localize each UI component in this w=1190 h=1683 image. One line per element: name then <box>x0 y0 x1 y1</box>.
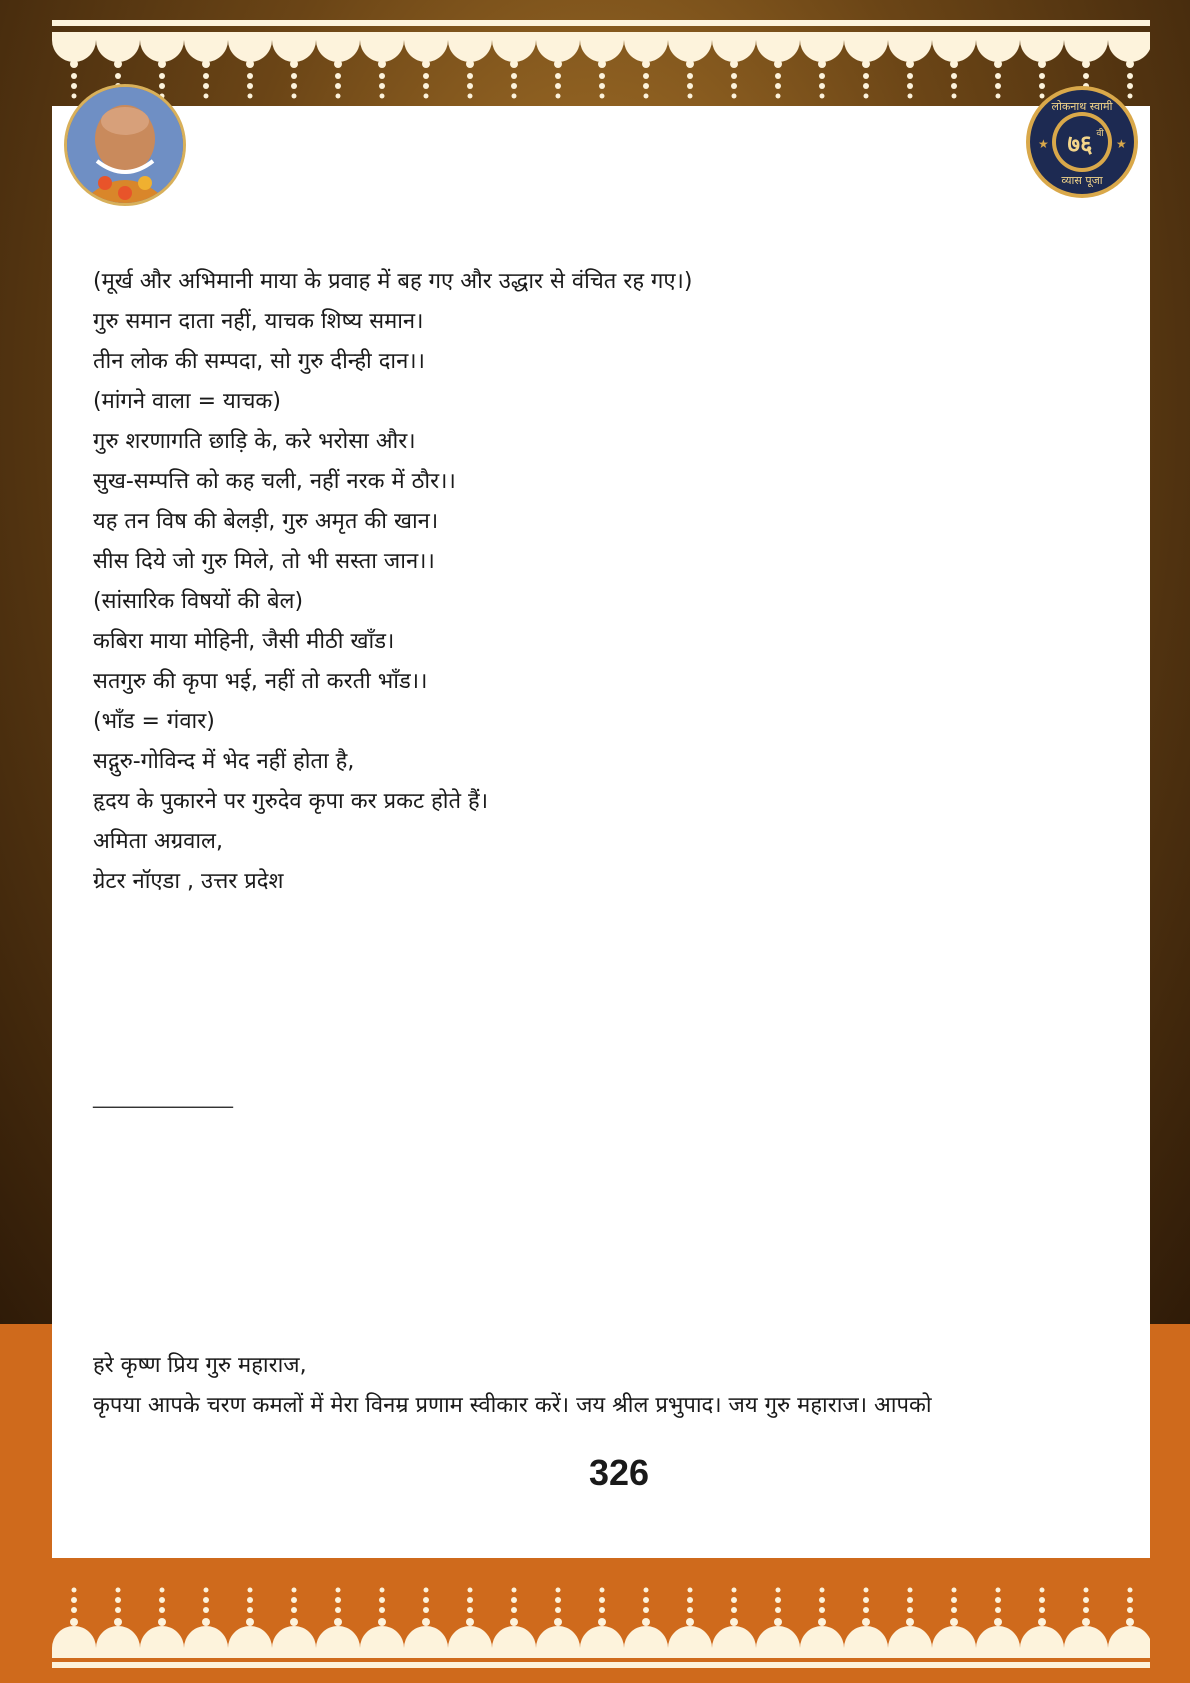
svg-text:★: ★ <box>1116 137 1127 151</box>
content-line: गुरु शरणागति छाड़ि के, करे भरोसा और। <box>93 429 416 454</box>
content-line: कबिरा माया मोहिनी, जैसी मीठी खाँड। <box>93 629 395 654</box>
bottom-dot-ornament <box>52 1584 1150 1628</box>
bottom-border-line-2 <box>52 1662 1150 1668</box>
content-line: तीन लोक की सम्पदा, सो गुरु दीन्ही दान।। <box>93 349 425 374</box>
content-line: सुख-सम्पत्ति को कह चली, नहीं नरक में ठौर।। <box>93 469 456 494</box>
badge-superscript: वी <box>1096 129 1104 139</box>
letter-salutation: हरे कृष्ण प्रिय गुरु महाराज, <box>93 1353 307 1378</box>
badge-bottom-text: व्यास पूजा <box>1061 174 1103 187</box>
content-line: (भाँड = गंवार) <box>93 709 215 734</box>
badge-number: ७६ <box>1067 130 1093 158</box>
top-border-line <box>52 20 1150 26</box>
content-line: (मांगने वाला = याचक) <box>93 389 281 414</box>
vyasa-puja-badge-icon <box>1024 84 1140 200</box>
content-line: गुरु समान दाता नहीं, याचक शिष्य समान। <box>93 309 424 334</box>
poem-content <box>93 262 1093 902</box>
content-line: (सांसारिक विषयों की बेल) <box>93 589 304 614</box>
author-location: ग्रेटर नॉएडा , उत्तर प्रदेश <box>93 869 284 894</box>
letter-section <box>93 1346 1133 1426</box>
content-line: हृदय के पुकारने पर गुरुदेव कृपा कर प्रकट होते हैं। <box>93 789 489 814</box>
content-line: सद्गुरु-गोविन्द में भेद नहीं होता है, <box>93 749 355 774</box>
badge-top-text: लोकनाथ स्वामी <box>1051 100 1113 113</box>
svg-text:★: ★ <box>1038 137 1049 151</box>
bottom-border-line <box>52 1652 1150 1658</box>
content-line: सीस दिये जो गुरु मिले, तो भी सस्ता जान।। <box>93 549 435 574</box>
content-line: सतगुरु की कृपा भई, नहीं तो करती भाँड।। <box>93 669 428 694</box>
top-dot-ornament <box>52 58 1150 102</box>
author-name: अमिता अग्रवाल, <box>93 829 223 854</box>
bottom-scallop-border <box>52 1626 1150 1652</box>
letter-body: कृपया आपके चरण कमलों में मेरा विनम्र प्रणाम स्वीकार करें। जय श्रील प्रभुपाद। जय गुरु महाराज। आपको <box>93 1393 932 1418</box>
page-number: 326 <box>588 1452 650 1493</box>
content-line: यह तन विष की बेलड़ी, गुरु अमृत की खान। <box>93 509 439 534</box>
guru-portrait-photo <box>64 84 186 206</box>
section-separator: ______________ <box>93 1084 233 1108</box>
content-line: (मूर्ख और अभिमानी माया के प्रवाह में बह गए और उद्धार से वंचित रह गए।) <box>93 269 693 294</box>
